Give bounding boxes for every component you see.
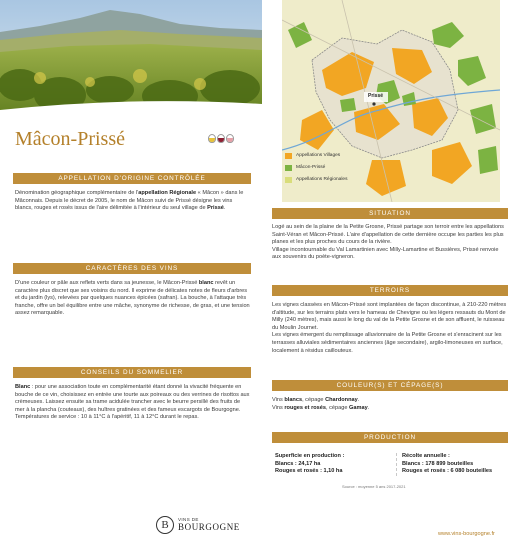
production-table — [275, 453, 505, 476]
legend-item: Mâcon-Prissé — [285, 162, 347, 174]
caracteres-heading: CARACTÈRES DES VINS — [13, 263, 251, 274]
logo-mark: B — [156, 516, 174, 534]
legend-item: Appellations Villages — [285, 150, 347, 162]
sommelier-heading: CONSEILS DU SOMMELIER — [13, 367, 251, 378]
map-village-label: Prissé — [368, 93, 384, 99]
legend-item: Appellations Régionales — [285, 174, 347, 186]
sommelier-text: Blanc : pour une association toute en complémentarité étant donné la vivacité fréquente en bouche de ce vin, choisissez en entrée une tourte aux poireaux ou des verrines de risottos aux crèmeuses. Laissez ensuite sa trame acidulée trancher avec le beurre persillé des fruits de mer à la plancha (couteaux), des huîtres gratinées et des fameux escargots de Bourgogne. Températures de service : 10 à 11°C à l'apéritif, 11 à 12°C durant le repas. — [15, 384, 250, 421]
map-legend — [285, 150, 347, 186]
rose-wine-glass-icon — [226, 134, 234, 143]
terroirs-heading: TERROIRS — [272, 285, 508, 296]
vineyard-photo — [0, 0, 262, 120]
situation-text: Logé au sein de la plaine de la Petite Grosne, Prissé partage son terroir entre les appellations Saint-Véran et Mâcon-Prissé. L'aire d'appellation de cette dernière occupe les parties les plus planes et les plus proches du cours de la rivière. Village incontournable du Val Lamartinien avec Milly-Lamartine et Bussières, Prissé renvoie aux souvenirs du poète-vigneron. — [272, 224, 504, 261]
couleurs-text: Vins blancs, cépage Chardonnay. Vins rouges et rosés, cépage Gamay. — [272, 397, 370, 411]
vins-de-bourgogne-logo — [156, 516, 240, 534]
wine-color-icons — [208, 134, 234, 143]
logo-big-text: BOURGOGNE — [178, 521, 240, 532]
appellation-heading: APPELLATION D'ORIGINE CONTRÔLÉE — [13, 173, 251, 184]
caracteres-text: D'une couleur or pâle aux reflets verts dans sa jeunesse, le Mâcon-Prissé blanc revêt un caractère plus discret que ses voisins du nord. Il exprime de délicates notes de fleurs d'arbres et du jardin (lys), relevées par quelques nuances épicées (safran). La bouche, à l'attaque très franche, offre un bel équilibre entre une mâche, synonyme de richesse, de gras, et une tension assez remarquable. — [15, 280, 250, 317]
website-link[interactable]: www.vins-bourgogne.fr — [438, 531, 495, 537]
red-wine-glass-icon — [217, 134, 225, 143]
legend-swatch-villages — [285, 153, 292, 159]
logo-small-text: VINS DE — [178, 517, 199, 523]
legend-swatch-macon-prisse — [285, 165, 292, 171]
production-heading: PRODUCTION — [272, 432, 508, 443]
appellation-text: Dénomination géographique complémentaire de l'appellation Régionale « Mâcon » dans le Mâconnais. Depuis le décret de 2005, le nom de Mâcon suivi de Prissé désigne les vins blancs, rouges et rosés issus de l'aire délimitée à l'intérieur du seul village de Prissé. — [15, 190, 244, 212]
terroirs-text: Les vignes classées en Mâcon-Prissé sont implantées de façon discontinue, à 210-220 mètres d'altitude, sur les terrains plats vers le hameau de Chevigne ou les légers ressauts du Mont de Milly (240 mètres), mais aussi le long du val de la Petite Grosne et de son affluent, le ruisseau du Moulin Journet. Les vignes émergent du remplissage alluvionnaire de la Petite Grosne et s'enracinent sur les terrasses alluviales sédimentaires anciennes (âge secondaire), argilo-limoneuses en surface, localement à résidus caillouteux. — [272, 302, 507, 354]
page-title: Mâcon-Prissé — [15, 128, 125, 150]
couleurs-heading: COULEUR(S) ET CÉPAGE(S) — [272, 380, 508, 391]
production-source: Source : moyenne 5 ans 2017-2021 — [342, 484, 406, 489]
production-superficie: Superficie en production : Blancs : 24,17 ha Rouges et rosés : 1,10 ha — [275, 453, 397, 476]
situation-heading: SITUATION — [272, 208, 508, 219]
service-temperature: Températures de service : 10 à 11°C à l'apéritif, 11 à 12°C durant le repas. — [15, 414, 199, 421]
legend-swatch-regionales — [285, 177, 292, 183]
production-recolte: Récolte annuelle : Blancs : 178 899 bouteilles Rouges et rosés : 6 080 bouteilles — [402, 453, 493, 475]
white-wine-glass-icon — [208, 134, 216, 143]
